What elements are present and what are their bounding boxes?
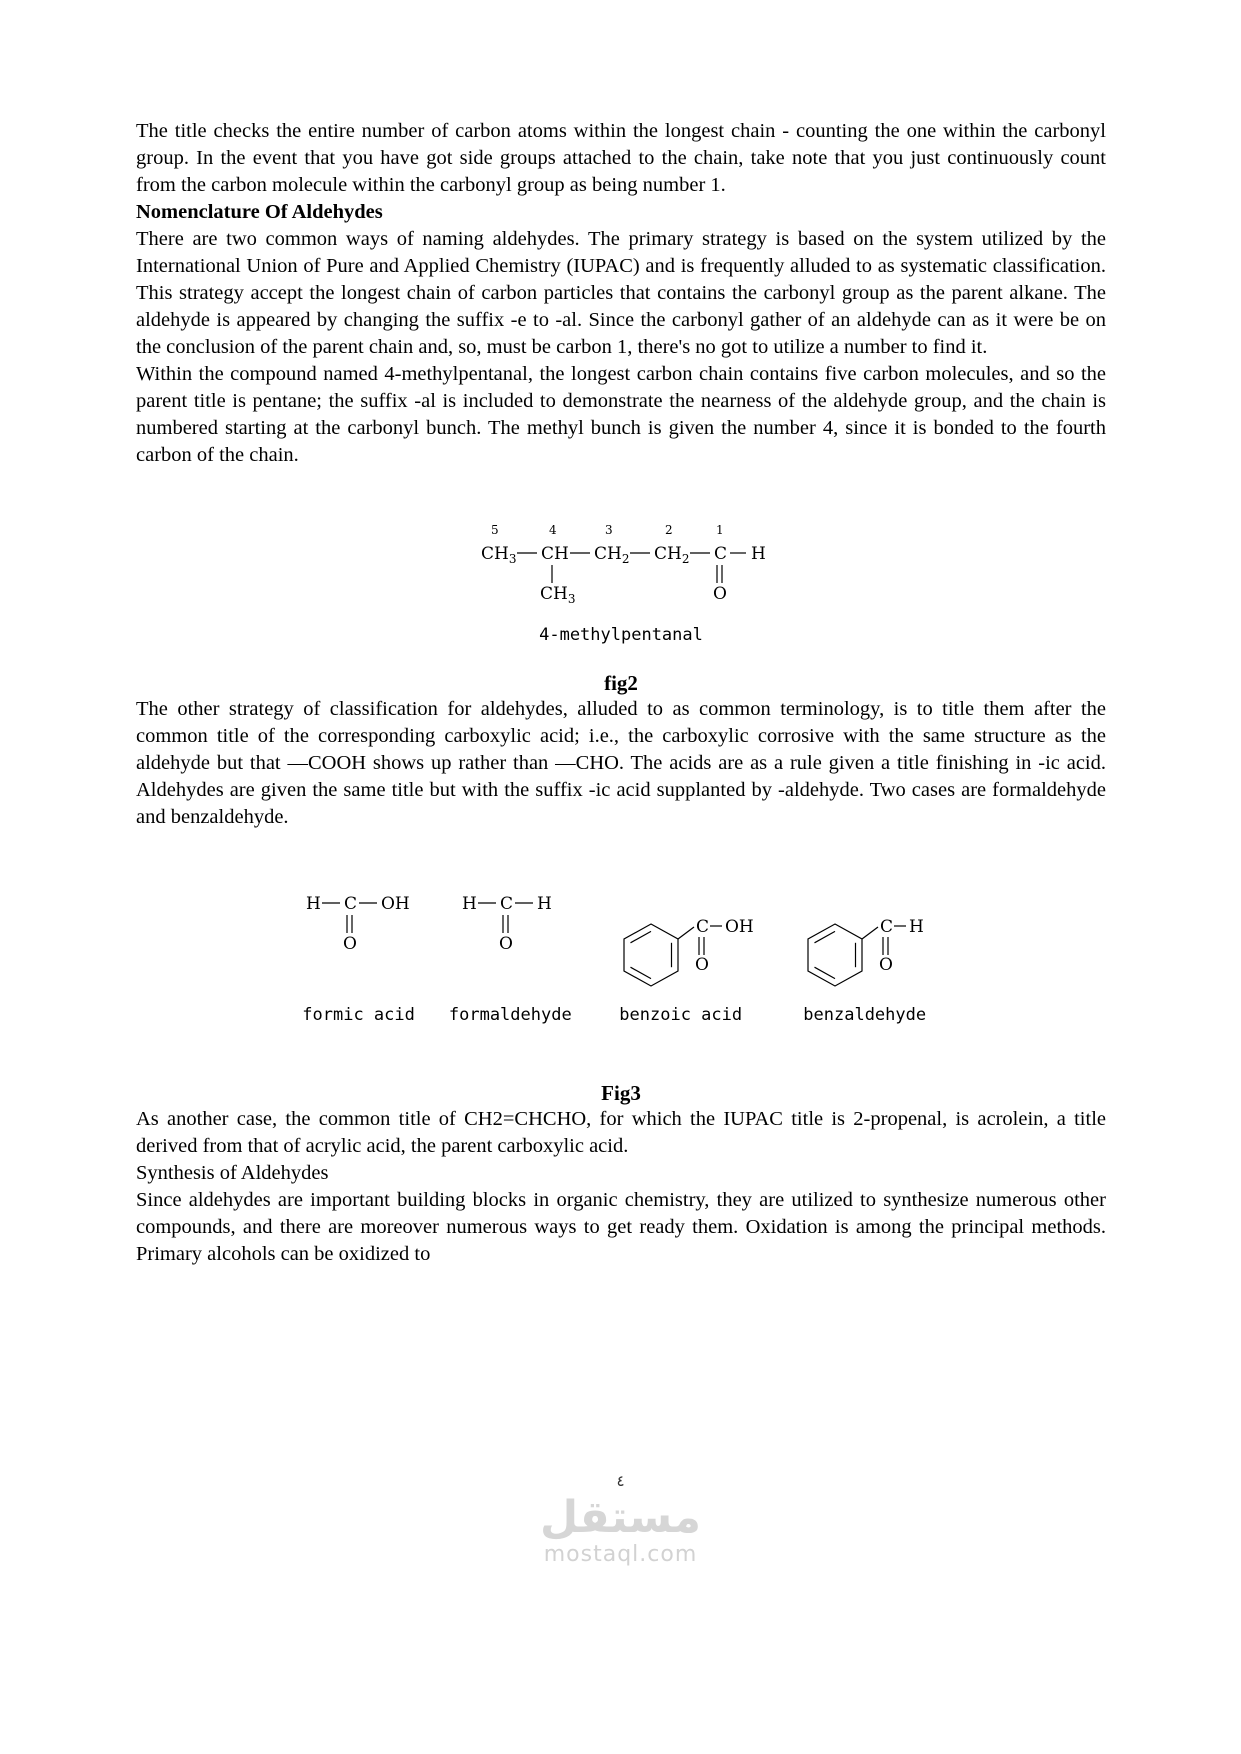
formic-acid-structure [302,887,415,1025]
svg-text:C: C [343,894,357,914]
benzaldehyde-label: benzaldehyde [803,1005,927,1025]
paragraph-common-terminology: The other strategy of classification for aldehydes, alluded to as common terminology, is to title them after the common title of the corresponding carboxylic acid; i.e., the carboxylic corrosive with the same structure as the aldehyde but that —COOH shows up rather than —CHO. The acids are as a rule given a title finishing in -ic acid. Aldehydes are given the same title but with the suffix -ic acid supplanted by -aldehyde. Two cases are formaldehyde and benzaldehyde. [136,698,1106,828]
svg-text:H: H [537,894,553,914]
svg-text:OH: OH [724,917,754,937]
svg-text:CH: CH [541,544,569,564]
methylpentanal-structure [471,521,771,616]
svg-text:O: O [342,934,357,954]
svg-text:2: 2 [665,523,673,537]
double-bond [883,937,888,955]
svg-text:CH3: $CH_3$ [540,584,576,606]
svg-text:C: C [500,894,514,914]
double-bond [503,915,508,933]
benzene-ring [624,924,678,986]
svg-text:CH2: $CH_2$ [594,544,630,566]
benzoic-acid-label: benzoic acid [619,1005,743,1025]
benzaldehyde-structure [790,887,940,1025]
benzaldehyde-drawing [790,887,940,997]
paragraph-intro: The title checks the entire number of carbon atoms within the longest chain - counting the one within the carbonyl group. In the event that you have got side groups attached to the chain, take note that you just continuously count from the carbon molecule within the carbonyl group as being number 1. [136,120,1106,196]
watermark-url: mostaql.com [543,1542,698,1568]
svg-text:OH: OH [380,894,410,914]
page-number: ٤ [616,1472,625,1490]
paragraph-acrolein: As another case, the common title of CH2=CHCHO, for which the IUPAC title is 2-propenal, is acrolein, a title derived from that of acrylic acid, the parent carboxylic acid. [136,1108,1106,1157]
fig2-caption: 4-methylpentanal [539,625,703,645]
svg-text:O: O [499,934,514,954]
paragraph-methylpentanal: Within the compound named 4-methylpentanal, the longest carbon chain contains five carbon molecules, and so the parent title is pentane; the suffix -al is included to demonstrate the nearness of the aldehyde group, and the chain is numbered starting at the carbonyl bunch. The methyl bunch is given the number 4, since it is bonded to the fourth carbon of the chain. [136,363,1106,466]
formaldehyde-label: formaldehyde [448,1005,572,1025]
watermark-logo: مستقل [540,1492,701,1543]
svg-text:H: H [908,917,924,937]
svg-text:C: C [714,544,728,564]
methyl-branch [540,565,575,606]
chain-atoms [481,544,766,566]
svg-text:5: 5 [491,523,499,537]
svg-text:C: C [695,917,709,937]
paragraph-synthesis: Since aldehydes are important building blocks in organic chemistry, they are utilized to synthesize numerous other compounds, and there are moreover numerous ways to get ready them. Oxidation is among the principal methods. Primary alcohols can be oxidized to [136,1189,1106,1265]
benzene-ring [808,924,862,986]
svg-text:CH3: $CH_3$ [481,544,517,566]
figure-3 [136,887,1106,1025]
section-heading: Nomenclature Of Aldehydes [136,201,383,223]
svg-text:O: O [878,955,893,975]
page-content [136,118,1106,1268]
svg-text:CH2: $CH_2$ [654,544,690,566]
carbonyl-double-bond [713,565,727,604]
svg-text:H: H [305,894,321,914]
svg-text:H: H [462,894,478,914]
benzoic-acid-structure [606,887,756,1025]
svg-text:3: 3 [605,523,613,537]
svg-text:1: 1 [716,523,724,537]
paragraph-naming-ways: There are two common ways of naming aldehydes. The primary strategy is based on the system utilized by the International Union of Pure and Applied Chemistry (IUPAC) and is frequently alluded to as systematic classification. This strategy accept the longest chain of carbon particles that contains the carbonyl group as the parent alkane. The aldehyde is appeared by changing the suffix -e to -al. Since the carbonyl gather of an aldehyde can as it were be on the conclusion of the parent chain and, so, must be carbon 1, there's no got to utilize a number to find it. [136,228,1106,358]
double-bond [347,915,352,933]
svg-text:H: H [751,544,766,564]
synthesis-subheading: Synthesis of Aldehydes [136,1162,329,1184]
svg-text:O: O [713,584,727,604]
double-bond [699,937,704,955]
formic-acid-drawing [304,887,414,997]
page-footer [0,1472,1241,1567]
formaldehyde-drawing [460,887,560,997]
carbon-numbers [491,523,724,537]
formic-acid-label: formic acid [302,1005,415,1025]
formaldehyde-structure [449,887,572,1025]
figure-2 [136,521,1106,696]
fig3-label: Fig3 [601,1081,641,1105]
benzoic-acid-drawing [606,887,756,997]
fig2-label: fig2 [604,671,638,695]
svg-text:C: C [879,917,893,937]
svg-text:O: O [694,955,709,975]
svg-text:4: 4 [549,523,557,537]
